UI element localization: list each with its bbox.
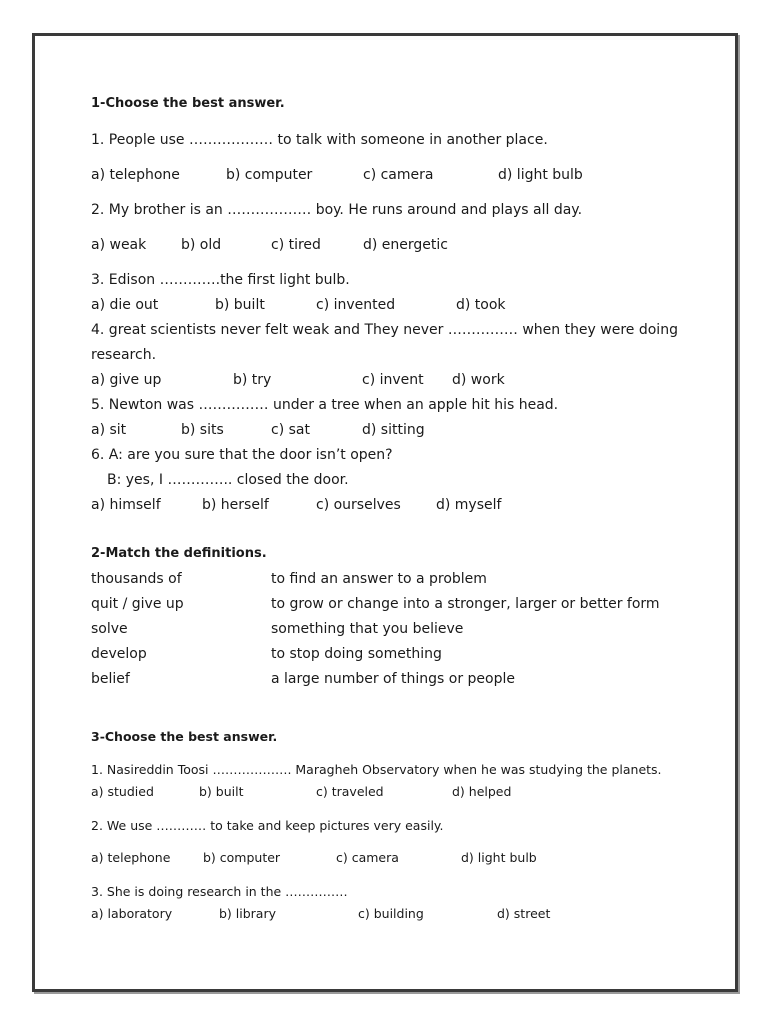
s1-q3-option-c: c) invented [316, 297, 396, 313]
s1-q1-option-d: d) light bulb [498, 167, 583, 183]
s3-q3-option-b: b) library [219, 906, 277, 921]
s1-question-2: 2. My brother is an ……………… boy. He runs around and plays all day. [91, 202, 583, 218]
s1-q1-option-c: c) camera [363, 167, 434, 183]
match-definition: to grow or change into a stronger, larger or better form [271, 596, 660, 612]
s1-q6-option-b: b) herself [202, 497, 269, 513]
s1-q2-option-d: d) energetic [363, 237, 448, 253]
s1-question-6-line-2: B: yes, I ………….. closed the door. [107, 472, 349, 488]
s1-q4-option-b: b) try [233, 372, 272, 388]
s1-q5-option-b: b) sits [181, 422, 224, 438]
s3-q2-option-d: d) light bulb [461, 850, 537, 865]
s1-q4-option-a: a) give up [91, 372, 162, 388]
s1-q6-option-c: c) ourselves [316, 497, 401, 513]
s3-q3-option-d: d) street [497, 906, 551, 921]
s1-question-4-line-1: 4. great scientists never felt weak and They never …………… when they were doing [91, 322, 678, 338]
section-3-heading: 3-Choose the best answer. [91, 729, 278, 744]
match-term: thousands of [91, 571, 182, 587]
match-definition: a large number of things or people [271, 671, 515, 687]
s3-question-1: 1. Nasireddin Toosi ………………. Maragheh Observatory when he was studying the planets. [91, 762, 662, 777]
s3-question-2: 2. We use ………… to take and keep pictures very easily. [91, 818, 444, 833]
s3-q2-option-b: b) computer [203, 850, 281, 865]
s1-q3-option-b: b) built [215, 297, 265, 313]
match-definition: something that you believe [271, 621, 464, 637]
s1-q3-option-a: a) die out [91, 297, 159, 313]
s1-q3-option-d: d) took [456, 297, 506, 313]
s3-question-3: 3. She is doing research in the …………… [91, 884, 348, 899]
s3-q2-option-a: a) telephone [91, 850, 171, 865]
match-term: belief [91, 671, 130, 687]
s1-question-5: 5. Newton was …………… under a tree when an apple hit his head. [91, 397, 559, 413]
s3-q2-option-c: c) camera [336, 850, 399, 865]
s1-q2-option-b: b) old [181, 237, 222, 253]
s1-q4-option-d: d) work [452, 372, 505, 388]
s1-question-1: 1. People use ……………… to talk with someone in another place. [91, 132, 548, 148]
match-term: develop [91, 646, 147, 662]
s1-q1-option-b: b) computer [226, 167, 313, 183]
section-2-heading: 2-Match the definitions. [91, 546, 267, 561]
match-definition: to stop doing something [271, 646, 442, 662]
s1-q2-option-c: c) tired [271, 237, 321, 253]
s3-q1-option-a: a) studied [91, 784, 154, 799]
s1-q4-option-c: c) invent [362, 372, 424, 388]
section-1-heading: 1-Choose the best answer. [91, 96, 285, 111]
match-term: quit / give up [91, 596, 184, 612]
s1-q6-option-d: d) myself [436, 497, 502, 513]
s1-question-3: 3. Edison ………….the first light bulb. [91, 272, 350, 288]
s1-q1-option-a: a) telephone [91, 167, 180, 183]
s1-q5-option-c: c) sat [271, 422, 310, 438]
s1-question-4-line-2: research. [91, 347, 157, 363]
s3-q1-option-c: c) traveled [316, 784, 384, 799]
s3-q3-option-c: c) building [358, 906, 424, 921]
s1-q5-option-a: a) sit [91, 422, 127, 438]
s1-q2-option-a: a) weak [91, 237, 147, 253]
match-definition: to find an answer to a problem [271, 571, 487, 587]
s3-q1-option-b: b) built [199, 784, 244, 799]
s1-q5-option-d: d) sitting [362, 422, 425, 438]
s1-q6-option-a: a) himself [91, 497, 161, 513]
s1-question-6-line-1: 6. A: are you sure that the door isn’t open? [91, 447, 393, 463]
s3-q1-option-d: d) helped [452, 784, 512, 799]
s3-q3-option-a: a) laboratory [91, 906, 173, 921]
match-term: solve [91, 621, 128, 637]
